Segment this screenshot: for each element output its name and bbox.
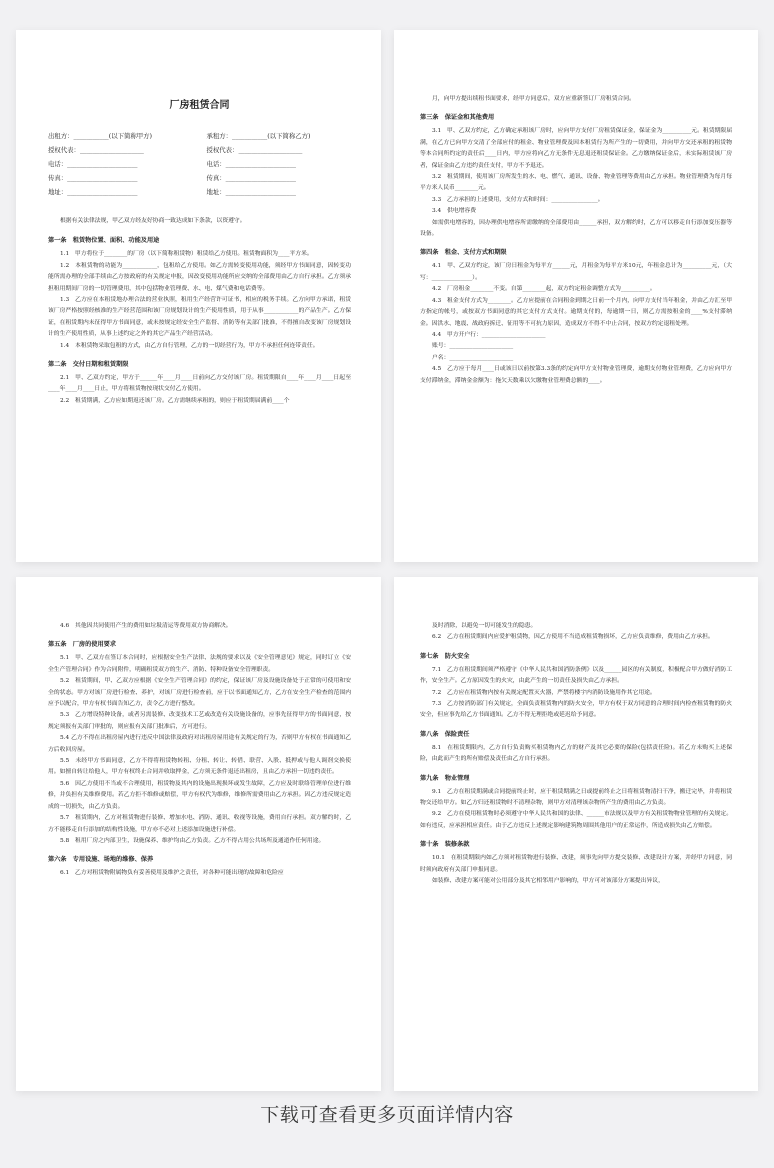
clause-paragraph: 月，向甲方提出续租书面要求，经甲方同意后，双方应重新签订厂房租赁合同。 [432, 96, 635, 102]
clause-paragraph: 7.1 乙方在租赁期间须严格遵守《中华人民共和国消防条例》以及______园区的有关制度，积极配合甲方做好消防工作，安全生产。乙方原因发生的火灾，由此产生的一切责任及损失由乙方承担。 [420, 666, 732, 685]
article-heading: 第八条 保险责任 [420, 730, 470, 738]
clause-paragraph: 4.3 租金支付方式为________。乙方应提前在合同租金到期之日前一个月内，向甲方支付当年租金，并由乙方汇至甲方指定的帐号，或按双方书面同意的其它支付方式支付。逾期支付的，每逾期一日，则乙方需按租金的____%支付滞纳金。因洪水、地震、战政府拆迁、征用等不可抗力原因，造成双方不得不中止合同，按双方约定退租处理。 [420, 297, 732, 327]
document-page-2 [394, 30, 758, 562]
clause-paragraph: 1.3 乙方应在本租赁地办理合法的营业执照，租用生产经营许可证书，相应的税务手续。乙方向甲方承诺，租赁该厂房严格按照经核准的生产经营范围和该厂房规划设计的生产使用性质，用于从事____________的产品生产。乙方保证，在租赁期内未征得甲方书面同意，或未按规定经安全生产监督、消防等有关部门批准，不得擅自改变该厂房规划设计的生产使用性质，从事上述约定之外的其它产品生产经营活动。 [48, 297, 351, 338]
party-field: 电话：______________________ [48, 160, 138, 168]
article-heading: 第九条 物业管理 [420, 774, 470, 782]
clause-paragraph: 7.3 乙方按消防部门有关规定，全面负责租赁物内的防火安全，甲方有权于双方同意的合理时间内检查租赁物的防火安全，但应事先给乙方书面通知。乙方不得无理拒绝或延迟给予同意。 [420, 701, 732, 719]
party-field: 电话：______________________ [206, 160, 296, 168]
clause-paragraph: 5.3 乙方增设特种设备，或者另需装修、改变技术工艺或改造有关设施设备的，应事先征得甲方的书面同意，按规定须报有关部门审批的，则应报有关部门批准后，方可进行。 [48, 712, 351, 730]
clause-paragraph: 4.1 甲、乙双方约定，该厂房日租金为每平方______元，月租金为每平方米10元，年租金总计为__________元，（大写：______________）。 [420, 263, 732, 281]
download-more-caption: 下载可查看更多页面详情内容 [260, 1104, 514, 1126]
clause-paragraph: 3.3 乙方承担的上述费用，支付方式和时间：________________。 [432, 196, 604, 203]
party-field: 承租方：___________(以下简称乙方) [206, 132, 311, 140]
article-heading: 第六条 专用设施、场地的维修、保养 [48, 856, 154, 864]
clause-paragraph: 3.2 租赁期间，使用该厂房所发生的水、电、燃气、通讯、设备、物业管理等费用由乙方承担。物业管理费为每月每平方米人民币________元。 [420, 174, 732, 192]
article-heading: 第十条 装修条款 [420, 841, 470, 849]
intro-paragraph: 根据有关法律法规，甲乙双方经友好协商一致达成如下条款，以资遵守。 [60, 218, 246, 224]
document-page-4 [394, 577, 758, 1091]
page-2-body [420, 94, 732, 387]
page-4-body [420, 621, 732, 888]
party-field: 出租方：___________(以下简称甲方) [48, 132, 153, 140]
article-heading: 第五条 厂房的使用要求 [48, 641, 117, 649]
clause-paragraph: 5.2 租赁期间，甲、乙双方应根据《安全生产管理合同》的约定，保证该厂房及设施设备处于正常的可使用和安全的状态。甲方对该厂房进行检查、养护，对该厂房进行检查前，应于以书面通知乙方，乙方在安全生产检查的范围内应予以配合，甲方有权书面告知乙方，责令乙方进行整改。 [48, 678, 351, 708]
clause-paragraph: 4.6 其他因共同使用产生的费用如垃圾清运等费用双方协商解决。 [60, 623, 232, 629]
clause-paragraph: 5.8 租用厂房之内部卫生，设施保养、维护均由乙方负责。乙方不得占用公共场所及通道作任何用途。 [60, 837, 325, 844]
clause-paragraph: 7.2 乙方应在租赁物内按有关规定配置灭火器，严禁将楼宇内消防设施用作其它用途。 [432, 689, 656, 696]
clause-paragraph: 2.1 甲、乙双方约定，甲方于______年____月____日前向乙方交付该厂房。租赁期限自____年____月____日起至____年____月____日止，甲方将租赁物按现状交付乙方使用。 [48, 375, 351, 393]
clause-paragraph: 3.4 供电增容费 [432, 208, 477, 215]
clause-paragraph: 及时消除，以避免一切可能发生的隐患。 [432, 623, 537, 629]
clause-paragraph: 5.5 未经甲方书面同意，乙方不得将租赁物转租、分租、转让、转借、联营、入股、抵押或与他人调剂交换使用。如擅自转让给他人，甲方有权终止合同并收取押金，乙方须无条件退还出租房，且由乙方承担一切违约责任。 [48, 758, 351, 776]
clause-paragraph: 4.2 厂房租金________不变。自第________起，双方约定租金调整方式为__________。 [432, 286, 656, 293]
clause-paragraph: 5.7 租赁期内，乙方对租赁物进行装修、增加水电、消防、通讯、收视等设施，费用自行承担。双方解约时，乙方不能移走自行添加的结构性设施，甲方亦不必对上述添加设施进行补偿。 [48, 815, 351, 833]
document-page-1 [16, 30, 381, 562]
party-field: 授权代表：____________________ [206, 146, 303, 154]
article-heading: 第二条 交付日期和租赁期限 [48, 361, 129, 369]
party-field: 授权代表：____________________ [48, 146, 144, 154]
clause-paragraph: 1.1 甲方将位于________的厂房（以下简称租赁物）租赁给乙方使用。租赁物面积为____平方米。 [60, 251, 313, 258]
clause-paragraph: 户名：______________________ [432, 354, 514, 361]
party-info-grid [48, 131, 351, 196]
page-1-body [48, 235, 351, 407]
clause-paragraph: 6.2 乙方在租赁期间内应爱护租赁物，因乙方使用不当造成租赁物损坏，乙方应负责维修，费用由乙方承担。 [432, 634, 714, 641]
clause-paragraph: 4.4 甲方开户行：______________________ [432, 331, 546, 338]
clause-paragraph: 5.1 甲、乙双方在签订本合同时，应根据安全生产法律、法规的要求以及《安全管理意见》规定，同时订立《安全生产管理合同》作为合同附件，明确租赁双方的生产、消防、特种设备安全管理职责。 [48, 655, 351, 673]
party-field: 地址：______________________ [48, 188, 138, 196]
clause-paragraph: 2.2 租赁期满，乙方应如期返还该厂房。乙方需继续承租的，则应于租赁期届满前____个 [60, 397, 290, 404]
clause-paragraph: 8.1 在租赁期限内，乙方自行负责购买租赁物内乙方的财产及其它必要的保险(包括责任险)。若乙方未购买上述保险，由此而产生的所有赔偿及责任由乙方自行承担。 [420, 744, 732, 763]
clause-paragraph: 1.4 本租赁物采取包租的方式，由乙方自行管理，乙方的一切经营行为，甲方不承担任何连带责任。 [60, 342, 319, 349]
clause-paragraph: 如装修、改建方案可能对公用部分及其它相邻用户影响的，甲方可对该部分方案提出异议， [432, 878, 664, 885]
clause-paragraph: 3.1 甲、乙双方约定，乙方确定承租该厂房时，应向甲方支付厂房租赁保证金，保证金为__________元。租赁期限届满，在乙方已向甲方交清了全部应付的租金、物业管理费及因本租赁行为所产生的一切费用，并向甲方交还承租的租赁物等本合同所约定的责任后____日内，甲方应将向乙方无条件无息退还租赁保证金。乙方缴纳保证金后，未实际租赁该厂房者，保证金由乙方违约责任支付，甲方不予退还。 [420, 128, 732, 169]
article-heading: 第一条 租赁物位置、面积、功能及用途 [48, 237, 160, 245]
party-field: 传真：______________________ [48, 174, 138, 182]
article-heading: 第七条 防火安全 [420, 652, 470, 660]
clause-paragraph: 4.5 乙方应于每月____日或该日以前按第3.3条的约定向甲方支付物业管理费，逾期支付物业管理费，乙方应向甲方支付滞纳金，滞纳金金额为：拖欠天数乘以欠缴物业管理费总额的____。 [420, 366, 732, 384]
clause-paragraph: 账号：______________________ [432, 343, 514, 350]
document-page-3 [16, 577, 381, 1091]
page-3-body [48, 621, 351, 880]
contract-title: 厂房租赁合同 [169, 100, 230, 111]
party-field: 传真：______________________ [206, 174, 296, 182]
clause-paragraph: 9.2 乙方在使用租赁物时必须遵守中华人民共和国的法律、______市法规以及甲方有关租赁物物业管理的有关规定。如有违反，应承担相应责任。由于乙方违反上述规定影响建筑物周围其他用户的正常运作，所造成损失由乙方赔偿。 [420, 811, 732, 829]
article-heading: 第四条 租金、支付方式和期限 [420, 249, 507, 257]
clause-paragraph: 9.1 乙方在租赁期满或合同提前终止时，应于租赁期满之日或提前终止之日将租赁物清扫干净，搬迁完毕，并将租赁物交还给甲方。如乙方归还租赁物时不清理杂物，则甲方对清理该杂物所产生的费用由乙方负责。 [420, 788, 732, 807]
article-heading: 第三条 保证金和其他费用 [420, 114, 495, 122]
clause-paragraph: 如需供电增容的，因办理供电增容所需缴纳的全部费用由______承担，双方解约时，乙方可以移走自行添加变压器等设备。 [420, 219, 732, 238]
clause-paragraph: 10.1 在租赁期限内如乙方须对租赁物进行装修、改建，须事先向甲方提交装修、改建设计方案，并经甲方同意，同时须向政府有关部门申报同意。 [420, 855, 732, 873]
clause-paragraph: 5.6 因乙方使用不当或不合理使用，租赁物及其内的设施出现损坏或发生故障，乙方应及时联络管理单位进行维修，并负担有关维修费用。若乙方拒不维修或赔偿，甲方有权代为维修，维修所需费用由乙方承担。因乙方违反规定造成的一切损失，由乙方负责。 [48, 780, 351, 810]
party-field: 地址：______________________ [206, 188, 296, 196]
clause-paragraph: 1.2 本租赁物的功能为____________，包租给乙方使用。如乙方需转变使用功能，须经甲方书面同意，因转变功能所需办理的全部手续由乙方按政府的有关规定申报，因改变使用功能所应交纳的全部费用由乙方自行承担。乙方须承担租用期间厂房的一切管理费用，其中包括物业管理费、水、电、煤气费和电话费等。 [48, 262, 351, 292]
clause-paragraph: 5.4 乙方不得在出租房屋内进行违反中国法律及政府对出租房屋用途有关规定的行为，否则甲方有权在书面通知乙方后收回房屋。 [48, 735, 351, 753]
clause-paragraph: 6.1 乙方对租赁物附属物负有妥善使用及维护之责任，对各种可能出现的故障和危险应 [60, 870, 284, 877]
